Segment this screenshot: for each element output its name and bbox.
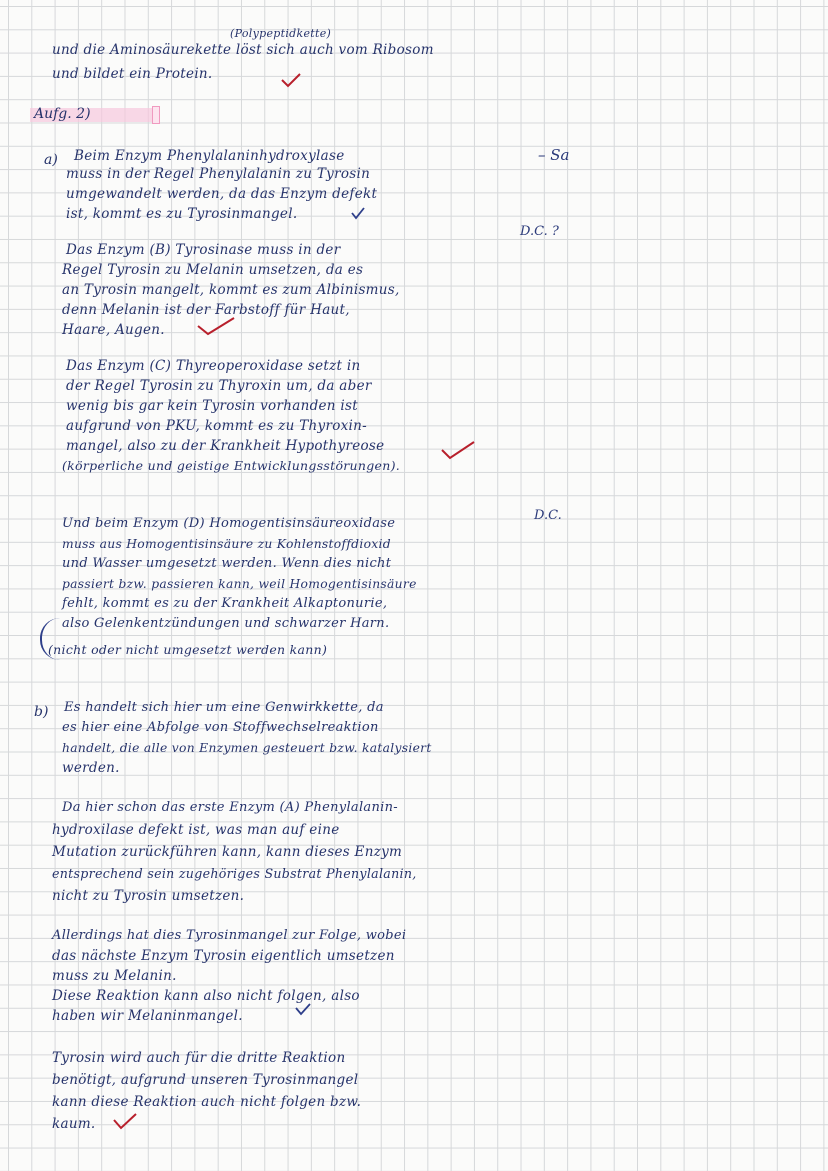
header-line: (Polypeptidkette) [230,27,332,40]
text-line: an Tyrosin mangelt, kommt es zum Albinismus, [62,282,400,298]
checkmark-icon [196,316,236,336]
text-line: Diese Reaktion kann also nicht folgen, also [52,988,360,1004]
text-line: und Wasser umgesetzt werden. Wenn dies nicht [62,556,392,571]
text-line: Mutation zurückführen kann, kann dieses Enzym [52,844,403,860]
text-line: kaum. [52,1116,96,1132]
text-line: ist, kommt es zu Tyrosinmangel. [66,206,298,222]
text-line: es hier eine Abfolge von Stoffwechselreaktion [62,720,379,735]
task-heading: Aufg. 2) [34,106,91,122]
text-line: muss aus Homogentisinsäure zu Kohlenstoffdioxid [62,537,391,551]
text-line: hydroxilase defekt ist, was man auf eine [52,822,340,838]
text-line: haben wir Melaninmangel. [52,1008,243,1024]
heading-highlight-box [152,106,160,124]
checkmark-icon [280,72,302,88]
margin-note: D.C. ? [520,224,559,239]
text-line: Das Enzym (C) Thyreoperoxidase setzt in [66,358,361,374]
text-line: mangel, also zu der Krankheit Hypothyreose [66,438,385,454]
text-line: also Gelenkentzündungen und schwarzer Harn. [62,616,390,631]
header-line: und die Aminosäurekette löst sich auch vom Ribosom [52,42,434,58]
text-line: Haare, Augen. [62,322,165,338]
bracket-mark [40,618,60,660]
part-a-label: a) [44,152,58,168]
header-line: und bildet ein Protein. [52,66,213,82]
text-line: umgewandelt werden, da das Enzym defekt [66,186,378,202]
checkmark-icon [294,1002,312,1016]
text-line: passiert bzw. passieren kann, weil Homogentisinsäure [62,577,417,591]
text-line: nicht zu Tyrosin umsetzen. [52,888,245,904]
text-line: der Regel Tyrosin zu Thyroxin um, da aber [66,378,372,394]
text-line: (körperliche und geistige Entwicklungsstörungen). [62,458,401,473]
text-line: Da hier schon das erste Enzym (A) Phenylalanin- [62,800,398,815]
text-line: Tyrosin wird auch für die dritte Reaktion [52,1050,346,1066]
text-line: Regel Tyrosin zu Melanin umsetzen, da es [62,262,364,278]
text-line: muss zu Melanin. [52,968,177,984]
text-line: Allerdings hat dies Tyrosinmangel zur Folge, wobei [52,928,407,943]
text-line: handelt, die alle von Enzymen gesteuert bzw. katalysiert [62,741,432,755]
text-line: muss in der Regel Phenylalanin zu Tyrosin [66,166,371,182]
text-line: werden. [62,760,120,776]
text-line: Und beim Enzym (D) Homogentisinsäureoxidase [62,516,396,531]
text-line: fehlt, kommt es zu der Krankheit Alkaptonurie, [62,596,388,611]
margin-note: D.C. [534,508,562,523]
text-line: kann diese Reaktion auch nicht folgen bzw. [52,1094,362,1110]
text-line: aufgrund von PKU, kommt es zu Thyroxin- [66,418,368,434]
text-line: Es handelt sich hier um eine Genwirkkette, da [64,700,384,715]
checkmark-icon [112,1112,138,1130]
text-line: Das Enzym (B) Tyrosinase muss in der [66,242,341,258]
text-line: Beim Enzym Phenylalaninhydroxylase [74,148,345,164]
text-line: denn Melanin ist der Farbstoff für Haut, [62,302,350,318]
text-line: (nicht oder nicht umgesetzt werden kann) [48,642,328,657]
checkmark-icon [440,440,476,460]
text-line: benötigt, aufgrund unseren Tyrosinmangel [52,1072,359,1088]
part-b-label: b) [34,704,49,720]
text-line: entsprechend sein zugehöriges Substrat Phenylalanin, [52,866,417,881]
text-line: wenig bis gar kein Tyrosin vorhanden ist [66,398,358,414]
text-line: das nächste Enzym Tyrosin eigentlich umsetzen [52,948,395,964]
margin-note: – Sa [538,146,570,164]
checkmark-icon [350,206,366,220]
